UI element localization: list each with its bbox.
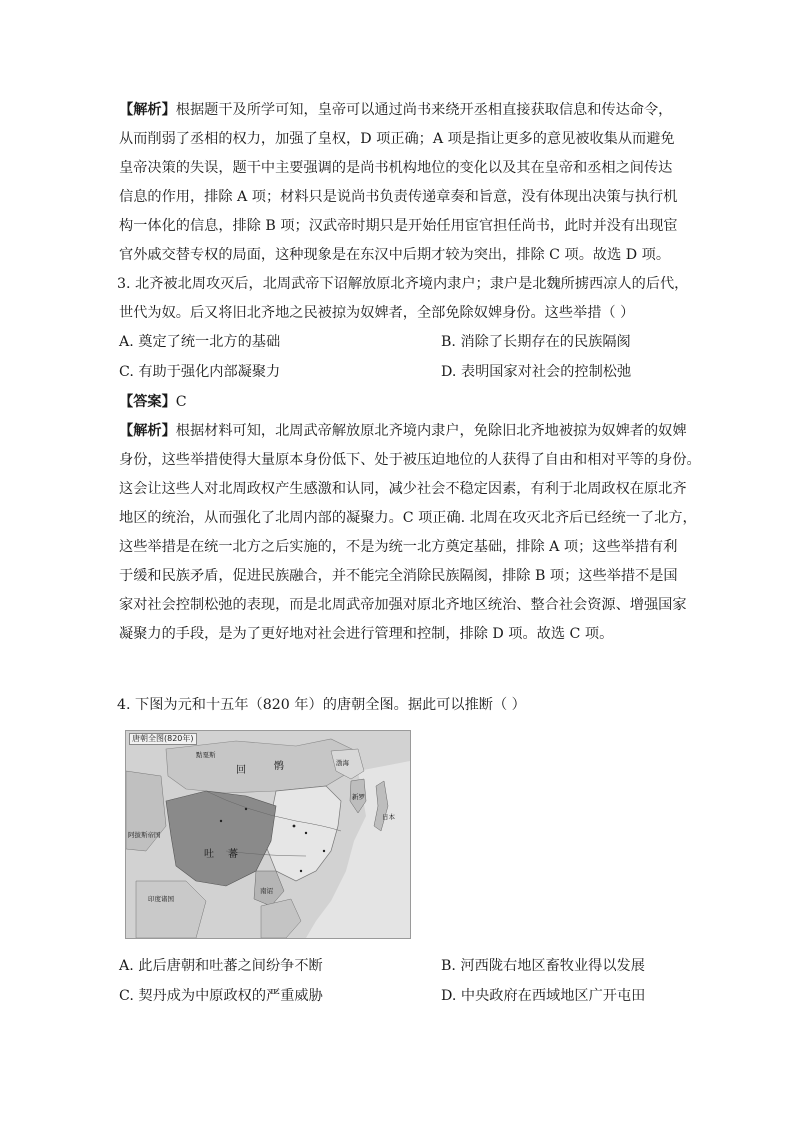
analysis-line-1 <box>119 100 672 122</box>
question-3-option-a: A. 奠定了统一北方的基础 <box>119 334 281 350</box>
question-3-stem-line-1: 3. 北齐被北周攻灭后，北周武帝下诏解放原北齐境内隶户；隶户是北魏所掳西凉人的后代， <box>117 276 689 292</box>
question-4-stem: 4. 下图为元和十五年（820 年）的唐朝全图。据此可以推断（ ） <box>117 697 526 713</box>
analysis-line-5: 构一体化的信息，排除 B 项；汉武帝时期只是开始任用宦官担任尚书，此时并没有出现宦 <box>119 218 678 234</box>
map-label-uighur-1: 回 <box>236 765 246 776</box>
map-label-tibet-1: 吐 <box>204 849 214 860</box>
question-3-analysis-line-4: 地区的统治，从而强化了北周内部的凝聚力。C 项正确. 北周在攻灭北齐后已经统一了北方， <box>119 510 697 526</box>
question-3-analysis-line-3: 这会让这些人对北周政权产生感激和认同，减少社会不稳定因素，有利于北周政权在原北齐 <box>119 481 687 497</box>
question-3-analysis-line-1 <box>119 421 687 443</box>
question-4-option-a: A. 此后唐朝和吐蕃之间纷争不断 <box>119 958 323 974</box>
question-3-option-b: B. 消除了长期存在的民族隔阂 <box>441 334 631 350</box>
question-3-analysis-line-8: 凝聚力的手段，是为了更好地对社会进行管理和控制，排除 D 项。故选 C 项。 <box>119 626 614 642</box>
question-3-analysis-line-7: 家对社会控制松弛的表现，而是北周武帝加强对原北齐地区统治、整合社会资源、增强国家 <box>119 597 687 613</box>
answer-value: C <box>175 394 187 410</box>
analysis-tag: 【解析】 <box>119 102 176 118</box>
question-3-stem-line-2: 世代为奴。后又将旧北齐地之民被掠为奴婢者，全部免除奴婢身份。这些举措（ ） <box>119 305 635 321</box>
answer-tag: 【答案】 <box>119 394 176 410</box>
analysis-line-6: 官外戚交替专权的局面，这种现象是在东汉中后期才较为突出，排除 C 项。故选 D 项。 <box>119 247 671 263</box>
question-3-analysis-line-2: 身份，这些举措使得大量原本身份低下、处于被压迫地位的人获得了自由和相对平等的身份。 <box>119 452 701 468</box>
map-graphic <box>126 731 410 938</box>
analysis-tag: 【解析】 <box>119 423 176 439</box>
analysis-line-2: 从而削弱了丞相的权力，加强了皇权，D 项正确；A 项是指让更多的意见被收集从而避免 <box>119 131 675 147</box>
map-label-tibet-2: 蕃 <box>228 849 238 860</box>
question-3-analysis-line-5: 这些举措是在统一北方之后实施的，不是为统一北方奠定基础，排除 A 项；这些举措有利 <box>119 539 678 555</box>
map-label-silla: 新罗 <box>352 793 365 801</box>
analysis-line-3: 皇帝决策的失误，题干中主要强调的是尚书机构地位的变化以及其在皇帝和丞相之间传达 <box>119 160 673 176</box>
question-3-option-d: D. 表明国家对社会的控制松弛 <box>441 364 632 380</box>
map-label-abbasid: 阿拔斯帝国 <box>128 831 161 839</box>
map-label-india: 印度诸国 <box>148 895 174 903</box>
map-label-nanzhao: 南诏 <box>260 887 273 895</box>
question-4-option-d: D. 中央政府在西域地区广开屯田 <box>441 988 646 1004</box>
question-3-analysis-line-6: 于缓和民族矛盾，促进民族融合，并不能完全消除民族隔阂，排除 B 项；这些举措不是国 <box>119 568 678 584</box>
question-4-option-c: C. 契丹成为中原政权的严重威胁 <box>119 988 323 1004</box>
question-3-answer <box>119 392 187 414</box>
map-label-bohai: 渤海 <box>336 759 349 767</box>
analysis-line-4: 信息的作用，排除 A 项；材料只是说尚书负责传递章奏和旨意，没有体现出决策与执行机 <box>119 189 678 205</box>
map-label-uighur-2: 鹘 <box>274 761 284 772</box>
map-title: 唐朝全图(820年) <box>129 733 197 745</box>
analysis-text: 根据材料可知，北周武帝解放原北齐境内隶户，免除旧北齐地被掠为奴婢者的奴婢 <box>175 423 687 439</box>
tang-dynasty-map <box>125 730 411 939</box>
question-3-option-c: C. 有助于强化内部凝聚力 <box>119 364 281 380</box>
map-label-japan: 日本 <box>382 813 395 821</box>
analysis-text: 根据题干及所学可知，皇帝可以通过尚书来绕开丞相直接获取信息和传达命令， <box>175 102 673 118</box>
question-4-option-b: B. 河西陇右地区畜牧业得以发展 <box>441 958 645 974</box>
map-label-kyrgyz: 黠戛斯 <box>196 751 216 759</box>
